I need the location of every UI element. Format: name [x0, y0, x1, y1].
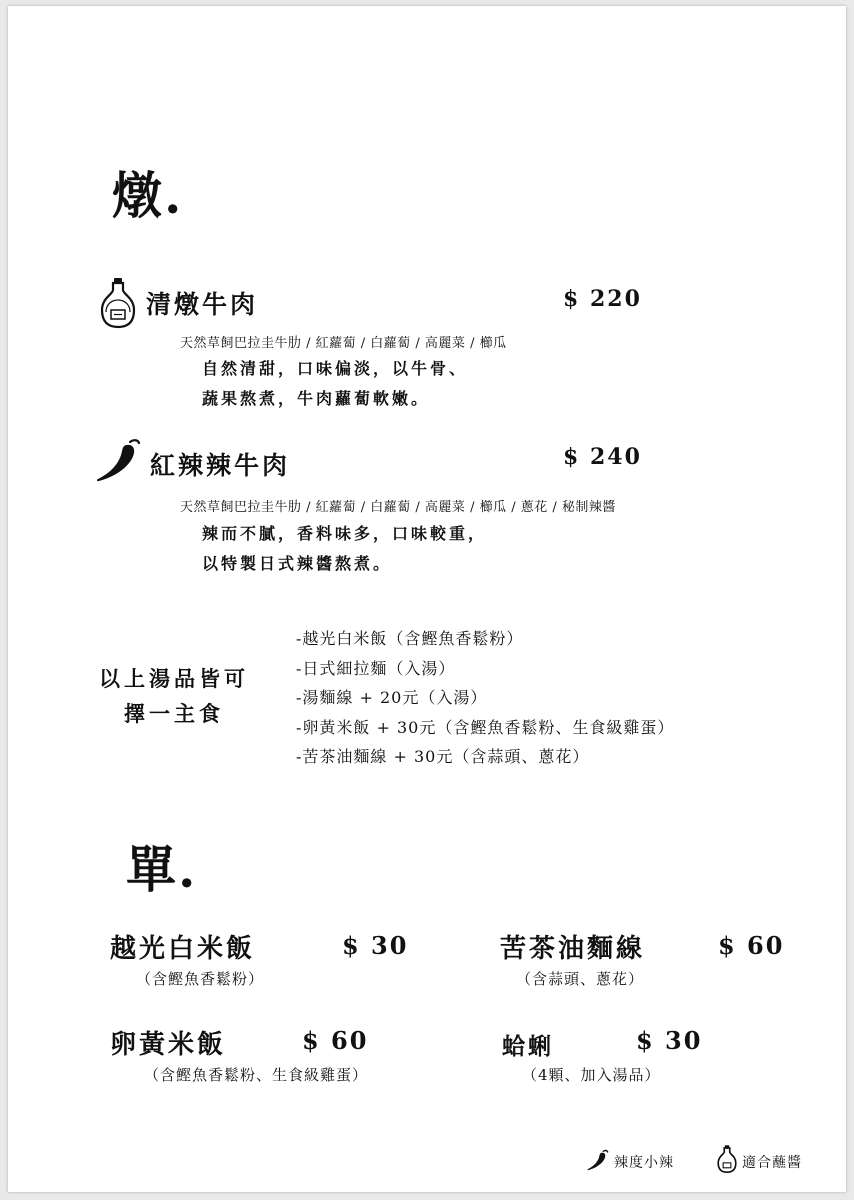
single-price-clams: $ 30	[636, 1026, 703, 1055]
staple-note-line: 擇一主食	[124, 701, 224, 726]
section-heading-stew: 燉.	[112, 166, 184, 225]
description-line: 以特製日式辣醬熬煮。	[202, 554, 393, 573]
menu-page	[8, 6, 846, 1192]
description-line: 辣而不膩，香料味多，口味較重，	[202, 524, 488, 543]
legend-sauce-label: 適合蘸醬	[742, 1155, 802, 1171]
dish-price-clear-beef: $ 220	[563, 286, 642, 312]
single-price-noodles: $ 60	[718, 931, 785, 960]
legend-spicy-label: 辣度小辣	[614, 1155, 674, 1171]
dish-price-spicy-beef: $ 240	[563, 444, 642, 470]
staple-option: -湯麵線 + 20元（入湯）	[296, 688, 488, 707]
section-heading-single: 單.	[126, 840, 198, 899]
single-name-clams: 蛤蜊	[502, 1033, 554, 1060]
dish-description-clear-beef	[202, 354, 468, 414]
staple-option: -苦茶油麵線 + 30元（含蒜頭、蔥花）	[296, 747, 590, 766]
description-line: 自然清甜，口味偏淡，以牛骨、	[202, 359, 469, 378]
dish-name-spicy-beef: 紅辣辣牛肉	[150, 451, 291, 480]
single-name-yolk-rice: 卵黃米飯	[110, 1030, 227, 1060]
sauce-bottle-icon	[98, 276, 138, 334]
staple-note	[84, 661, 264, 731]
single-name-noodles: 苦茶油麵線	[500, 934, 646, 964]
staple-options-list	[296, 624, 674, 772]
description-line: 蔬果熬煮，牛肉蘿蔔軟嫩。	[202, 389, 431, 408]
staple-option: -越光白米飯（含鰹魚香鬆粉）	[296, 629, 524, 648]
single-note-yolk-rice: （含鰹魚香鬆粉、生食級雞蛋）	[144, 1066, 369, 1084]
single-note-noodles: （含蒜頭、蔥花）	[516, 970, 645, 988]
dish-description-spicy-beef	[202, 519, 487, 579]
chili-pepper-icon	[586, 1148, 610, 1176]
dish-ingredients-spicy-beef: 天然草飼巴拉圭牛肋 / 紅蘿蔔 / 白蘿蔔 / 高麗菜 / 櫛瓜 / 蔥花 / 秘制辣醬	[180, 500, 616, 515]
single-price-yolk-rice: $ 60	[302, 1026, 369, 1055]
chili-pepper-icon	[94, 436, 144, 488]
single-note-rice: （含鰹魚香鬆粉）	[136, 970, 265, 988]
single-name-rice: 越光白米飯	[110, 934, 256, 964]
single-price-rice: $ 30	[342, 931, 409, 960]
single-note-clams: （4顆、加入湯品）	[522, 1066, 661, 1084]
sauce-bottle-icon	[716, 1144, 738, 1178]
staple-option: -日式細拉麵（入湯）	[296, 658, 456, 678]
staple-note-line: 以上湯品皆可	[99, 666, 249, 691]
dish-name-clear-beef: 清燉牛肉	[146, 290, 259, 319]
staple-option: -卵黃米飯 + 30元（含鰹魚香鬆粉、生食級雞蛋）	[296, 717, 675, 737]
dish-ingredients-clear-beef: 天然草飼巴拉圭牛肋 / 紅蘿蔔 / 白蘿蔔 / 高麗菜 / 櫛瓜	[180, 336, 507, 351]
